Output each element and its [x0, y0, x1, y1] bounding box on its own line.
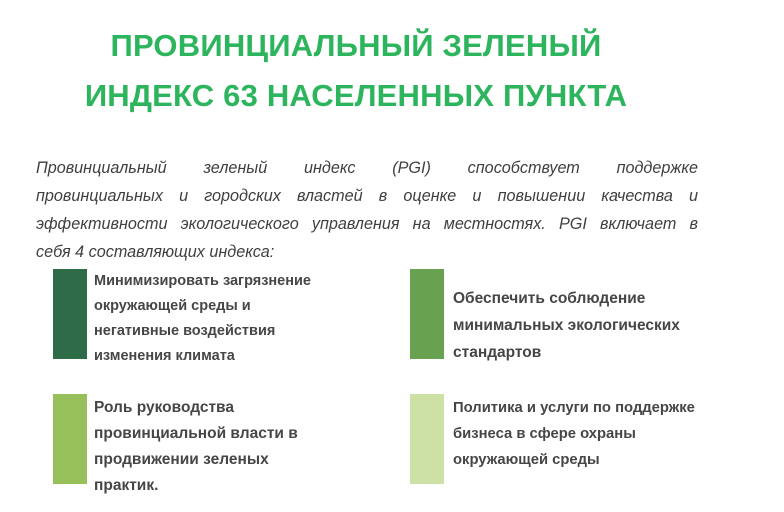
component-4-line: бизнеса в сфере охраны: [453, 426, 636, 442]
component-1-line: окружающей среды и: [94, 298, 251, 314]
component-3-line: продвижении зеленых: [94, 451, 269, 468]
intro-line: провинциальных и городских властей в оценке и повышении качества и: [36, 187, 698, 205]
component-4-color-swatch: [410, 394, 444, 484]
component-4-text: [453, 395, 721, 473]
component-1-color-swatch: [53, 269, 87, 359]
intro-line: Провинциальный зеленый индекс (PGI) способствует поддержке: [36, 159, 698, 177]
component-2-line: минимальных экологических: [453, 317, 680, 334]
intro-line: себя 4 составляющих индекса:: [36, 243, 275, 261]
component-3-text: [94, 395, 298, 499]
page-title-line-2: ИНДЕКС 63 НАСЕЛЕННЫХ ПУНКТА: [84, 78, 628, 113]
component-1-line: изменения климата: [94, 348, 235, 364]
intro-line: эффективности экологического управления на местностях. PGI включает в: [36, 215, 698, 233]
component-2-line: стандартов: [453, 344, 542, 361]
component-2-color-swatch: [410, 269, 444, 359]
page-title-line-1: ПРОВИНЦИАЛЬНЫЙ ЗЕЛЕНЫЙ: [110, 28, 602, 63]
component-3-line: Роль руководства: [94, 399, 234, 416]
component-3-line: практик.: [94, 477, 159, 494]
component-2-line: Обеспечить соблюдение: [453, 290, 646, 307]
component-3-line: провинциальной власти в: [94, 425, 298, 442]
component-1-line: Минимизировать загрязнение: [94, 273, 311, 289]
component-4-line: Политика и услуги по поддержке: [453, 400, 695, 416]
component-4-line: окружающей среды: [453, 452, 600, 468]
component-3-color-swatch: [53, 394, 87, 484]
intro-paragraph: [36, 154, 698, 266]
component-1-line: негативные воздействия: [94, 323, 276, 339]
component-2-text: [453, 285, 680, 366]
component-1-text: [94, 269, 311, 369]
